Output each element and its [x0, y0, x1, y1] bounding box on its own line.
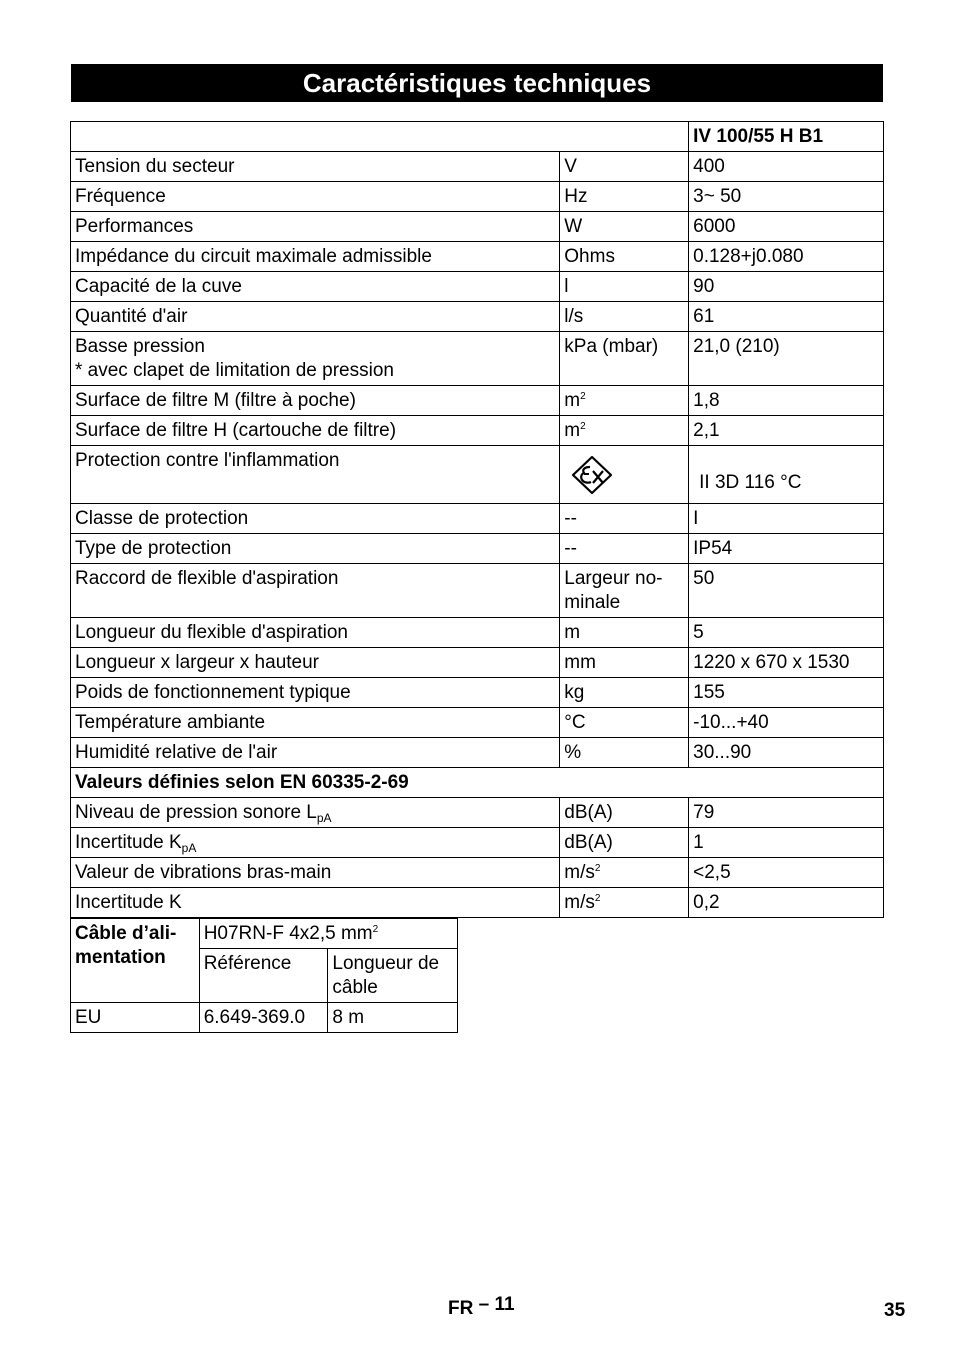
- cable-header-row: [71, 919, 458, 949]
- label-subscript: pA: [181, 841, 197, 855]
- row-unit: V: [560, 152, 689, 182]
- table-row: [71, 1003, 458, 1033]
- row-value: 50: [689, 564, 884, 618]
- unit-text: m/s: [564, 892, 595, 913]
- row-unit: Hz: [560, 182, 689, 212]
- table-row: [71, 798, 884, 828]
- row-unit: --: [560, 504, 689, 534]
- row-value: 1220 x 670 x 1530: [689, 648, 884, 678]
- page-title: Caractéristiques techniques: [71, 64, 883, 102]
- label-subscript: pA: [316, 811, 332, 825]
- table-row: [71, 272, 884, 302]
- table-row: [71, 858, 884, 888]
- row-unit: kPa (mbar): [560, 332, 689, 386]
- row-unit: W: [560, 212, 689, 242]
- row-unit: [560, 888, 689, 918]
- row-unit: kg: [560, 678, 689, 708]
- row-unit: %: [560, 738, 689, 768]
- ex-explosion-protection-icon: [570, 455, 614, 495]
- table-row: [71, 302, 884, 332]
- row-label: Poids de fonctionnement typique: [71, 678, 560, 708]
- header-blank-cell: [71, 122, 689, 152]
- row-value: 30...90: [689, 738, 884, 768]
- row-label: Humidité relative de l'air: [71, 738, 560, 768]
- row-label: Longueur du flexible d'aspiration: [71, 618, 560, 648]
- table-row: [71, 534, 884, 564]
- row-label: Température ambiante: [71, 708, 560, 738]
- row-label-main: Basse pression: [75, 336, 205, 357]
- row-label: Quantité d'air: [71, 302, 560, 332]
- unit-superscript: 2: [580, 391, 586, 402]
- row-label: Surface de filtre H (cartouche de filtre): [71, 416, 560, 446]
- table-row: [71, 564, 884, 618]
- row-value: <2,5: [689, 858, 884, 888]
- table-row: [71, 416, 884, 446]
- page-number: 35: [884, 1300, 906, 1321]
- cable-length-header-line-1: Longueur de: [332, 953, 440, 974]
- row-value: 1: [689, 828, 884, 858]
- cable-type: [199, 919, 457, 949]
- cable-label-line-2: mentation: [75, 947, 166, 968]
- row-unit: [560, 564, 689, 618]
- table-row: [71, 618, 884, 648]
- row-value: 155: [689, 678, 884, 708]
- row-unit: m: [560, 618, 689, 648]
- table-row: [71, 504, 884, 534]
- cable-region: EU: [71, 1003, 200, 1033]
- row-value: -10...+40: [689, 708, 884, 738]
- row-value: 5: [689, 618, 884, 648]
- row-label: Longueur x largeur x hauteur: [71, 648, 560, 678]
- row-unit: [560, 416, 689, 446]
- unit-superscript: 2: [594, 863, 601, 874]
- table-row: [71, 332, 884, 386]
- row-value: 21,0 (210): [689, 332, 884, 386]
- table-row: [71, 678, 884, 708]
- table-row: [71, 242, 884, 272]
- row-label: Surface de filtre M (filtre à poche): [71, 386, 560, 416]
- row-label: Type de protection: [71, 534, 560, 564]
- table-row: [71, 446, 884, 504]
- cable-label: [71, 919, 200, 1003]
- table-row: [71, 648, 884, 678]
- row-label: [71, 332, 560, 386]
- table-row: [71, 828, 884, 858]
- label-text: Incertitude K: [75, 832, 182, 853]
- row-value: 61: [689, 302, 884, 332]
- row-unit: --: [560, 534, 689, 564]
- row-unit: [560, 446, 689, 504]
- row-label-note: * avec clapet de limitation de pression: [75, 360, 394, 381]
- row-value: 90: [689, 272, 884, 302]
- cable-type-superscript: 2: [372, 924, 379, 935]
- table-row: [71, 182, 884, 212]
- row-label: Capacité de la cuve: [71, 272, 560, 302]
- unit-line-2: minale: [564, 592, 621, 613]
- section-heading: Valeurs définies selon EN 60335-2-69: [71, 768, 884, 798]
- row-unit: l: [560, 272, 689, 302]
- row-unit: dB(A): [560, 798, 689, 828]
- row-value: 1,8: [689, 386, 884, 416]
- table-header-row: [71, 122, 884, 152]
- row-unit: mm: [560, 648, 689, 678]
- row-value: IP54: [689, 534, 884, 564]
- cable-length: 8 m: [328, 1003, 458, 1033]
- row-label: Performances: [71, 212, 560, 242]
- cable-type-text: H07RN-F 4x2,5 mm: [203, 923, 373, 944]
- row-label: Impédance du circuit maximale admissible: [71, 242, 560, 272]
- row-unit: [560, 386, 689, 416]
- unit-text: m: [564, 390, 581, 411]
- row-unit: [560, 858, 689, 888]
- table-row: [71, 152, 884, 182]
- row-label: Raccord de flexible d'aspiration: [71, 564, 560, 618]
- table-row: [71, 738, 884, 768]
- unit-text: m/s: [564, 862, 595, 883]
- row-label: Valeur de vibrations bras-main: [71, 858, 560, 888]
- cable-reference: 6.649-369.0: [199, 1003, 328, 1033]
- row-value: 0.128+j0.080: [689, 242, 884, 272]
- footer-section-number: – 11: [478, 1294, 515, 1315]
- technical-specs-table: [70, 121, 884, 918]
- row-value: 2,1: [689, 416, 884, 446]
- row-value: 6000: [689, 212, 884, 242]
- row-value: I: [689, 504, 884, 534]
- footer-section-page: [448, 1294, 515, 1320]
- table-row: [71, 888, 884, 918]
- row-value: 400: [689, 152, 884, 182]
- row-unit: l/s: [560, 302, 689, 332]
- row-value: II 3D 116 °C: [689, 446, 884, 504]
- cable-length-header-line-2: câble: [332, 977, 378, 998]
- row-value: 0,2: [689, 888, 884, 918]
- label-text: Niveau de pression sonore L: [75, 802, 317, 823]
- section-row: [71, 768, 884, 798]
- footer-language: FR: [448, 1298, 474, 1319]
- row-label: [71, 798, 560, 828]
- row-unit: °C: [560, 708, 689, 738]
- unit-superscript: 2: [580, 421, 586, 432]
- unit-line-1: Largeur no-: [564, 568, 663, 589]
- cable-length-column-header: [328, 949, 458, 1003]
- cable-label-line-1: Câble d’ali-: [75, 923, 177, 944]
- row-label: Tension du secteur: [71, 152, 560, 182]
- row-label: Incertitude K: [71, 888, 560, 918]
- row-label: Fréquence: [71, 182, 560, 212]
- row-unit: dB(A): [560, 828, 689, 858]
- table-row: [71, 708, 884, 738]
- table-row: [71, 212, 884, 242]
- power-cable-table: [70, 918, 458, 1033]
- reference-column-header: Référence: [199, 949, 328, 1003]
- table-row: [71, 386, 884, 416]
- row-value: 3~ 50: [689, 182, 884, 212]
- row-label: Protection contre l'inflammation: [71, 446, 560, 504]
- unit-text: m: [564, 420, 581, 441]
- unit-superscript: 2: [594, 893, 601, 904]
- row-value: 79: [689, 798, 884, 828]
- row-label: Classe de protection: [71, 504, 560, 534]
- model-name: IV 100/55 H B1: [689, 122, 884, 152]
- row-label: [71, 828, 560, 858]
- row-unit: Ohms: [560, 242, 689, 272]
